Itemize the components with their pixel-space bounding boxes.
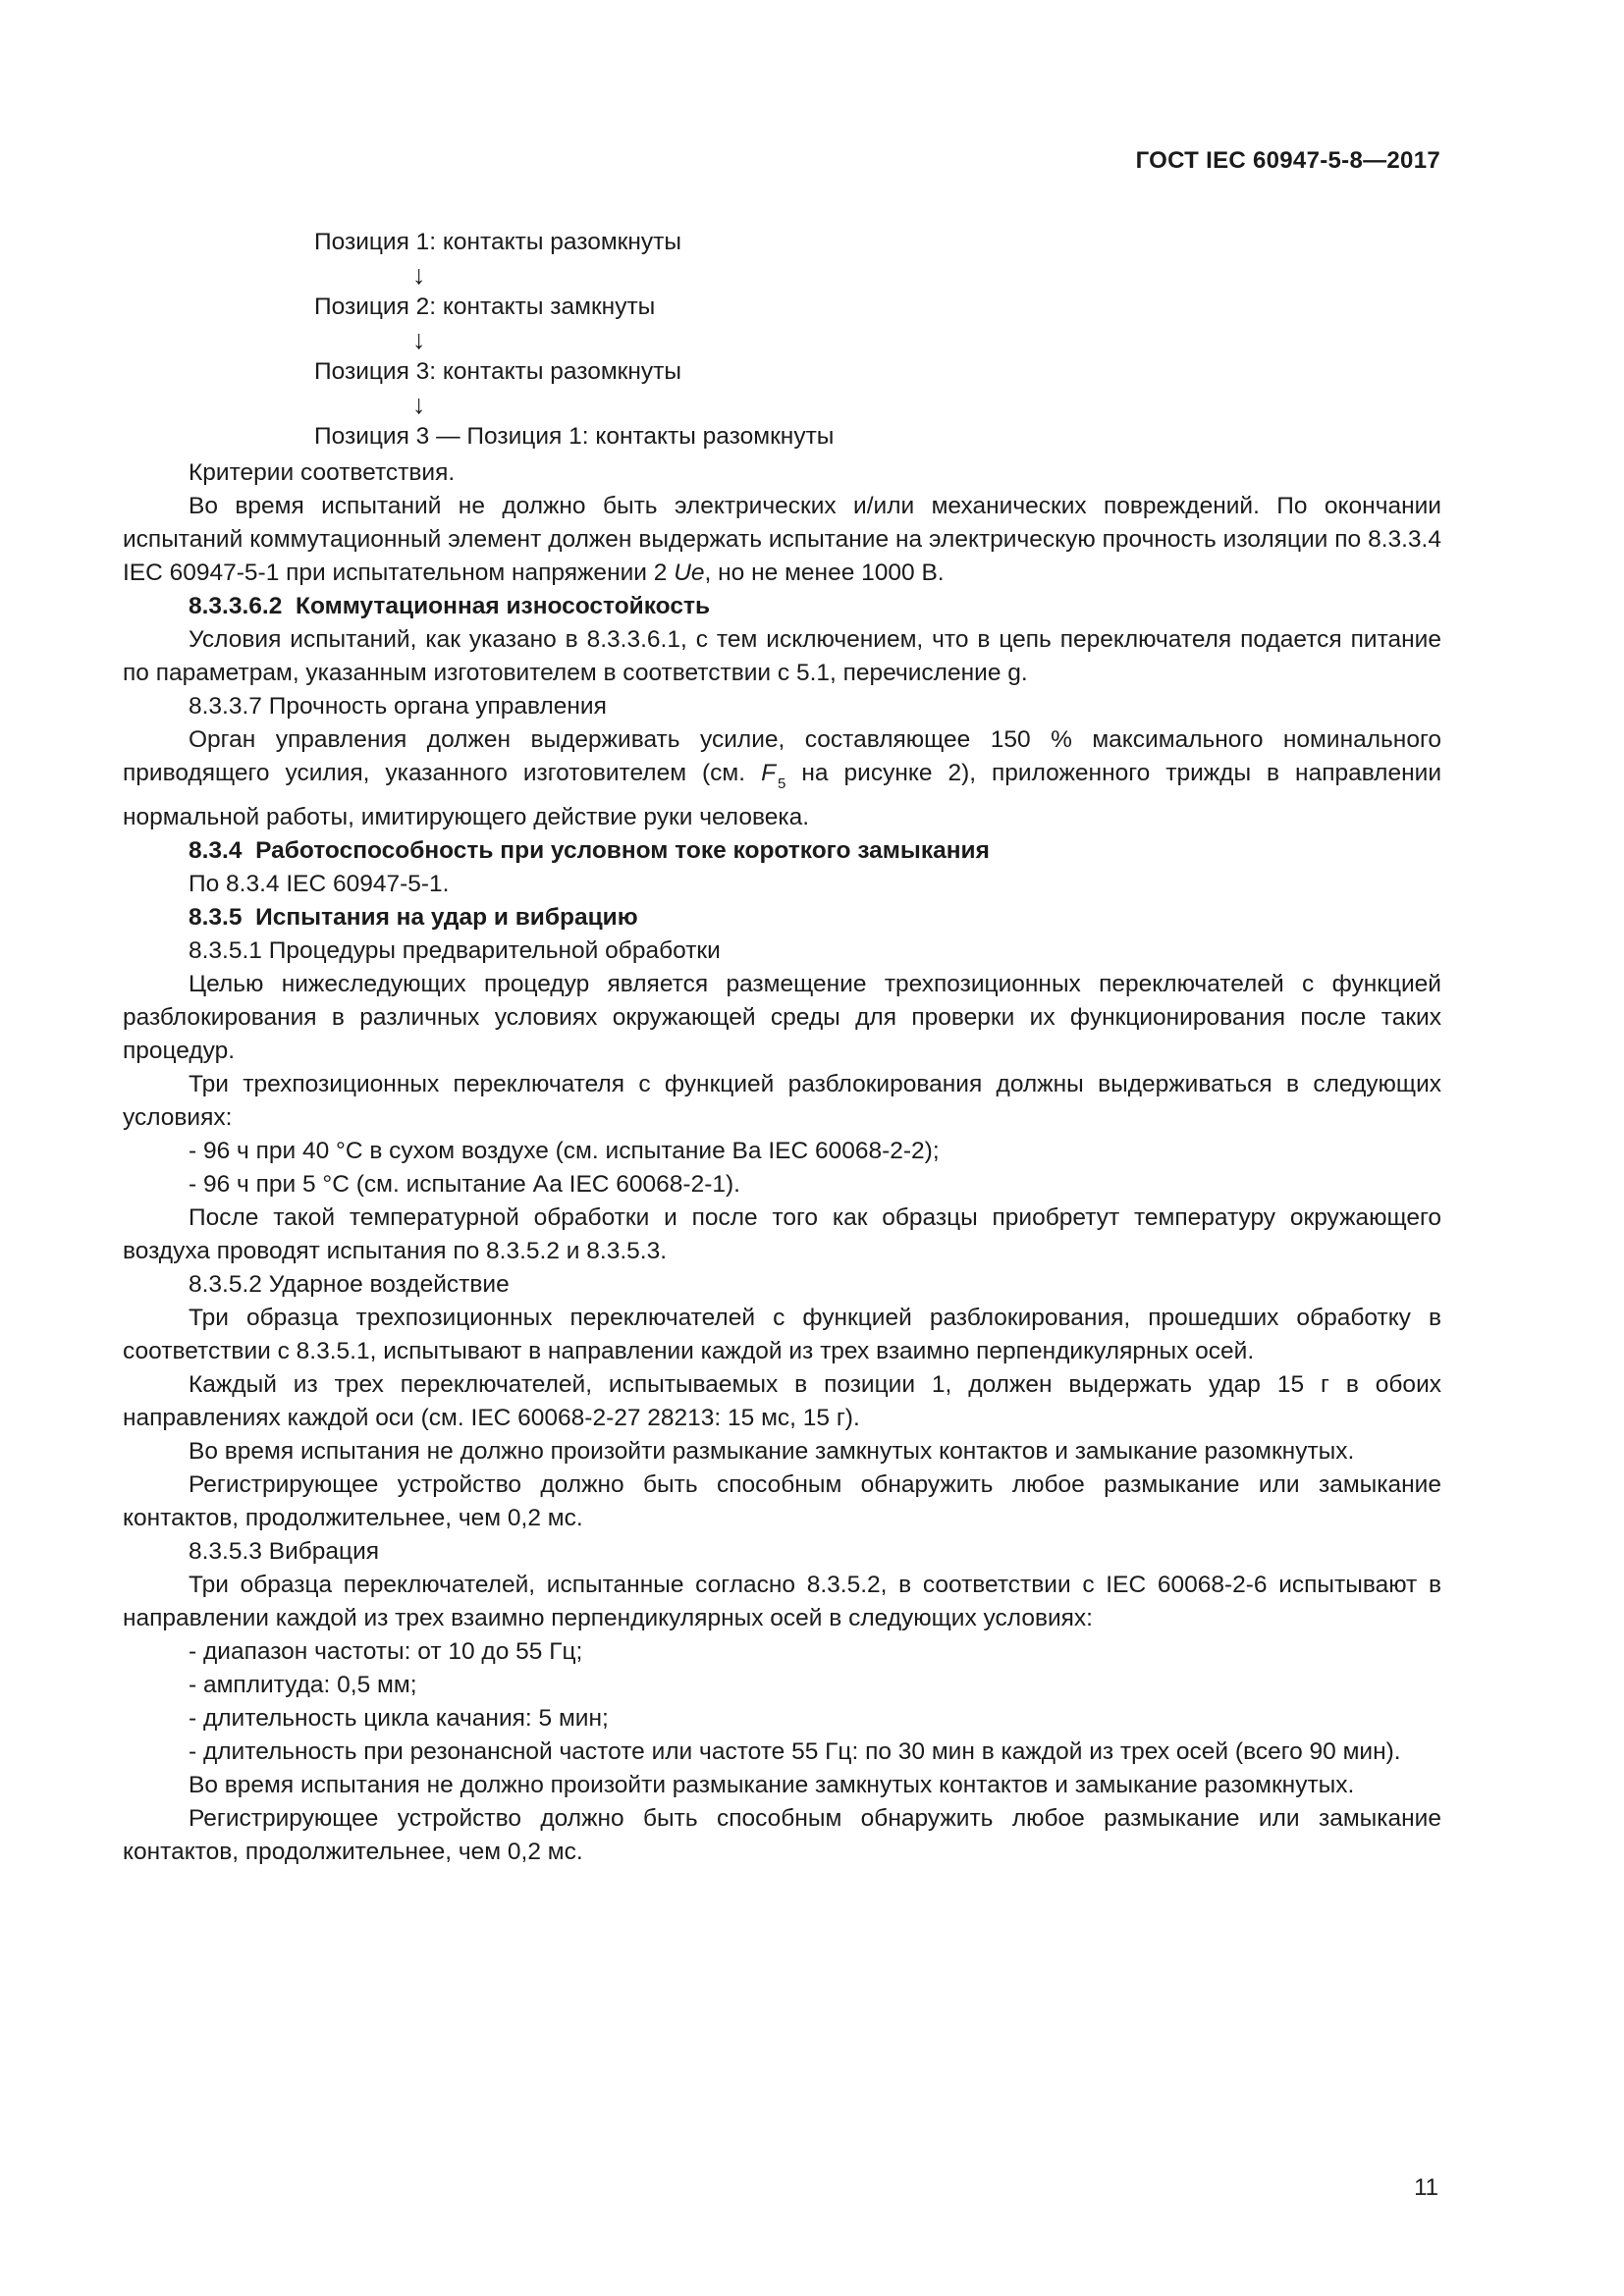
section-8-3-5-3-paragraph-3: Регистрирующее устройство должно быть способным обнаружить любое размыкание или замыкание контактов, продолжительнее, чем 0,2 мс. bbox=[123, 1805, 1441, 1865]
section-8-3-3-7-heading: 8.3.3.7 Прочность органа управления bbox=[189, 693, 607, 720]
section-8-3-4-heading: 8.3.4 Работоспособность при условном токе короткого замыкания bbox=[189, 837, 990, 864]
section-8-3-5-3-heading: 8.3.5.3 Вибрация bbox=[189, 1538, 380, 1565]
section-8-3-5-3-paragraph-1: Три образца переключателей, испытанные согласно 8.3.5.2, в соответствии с IEC 60068-2-6 испытывают в направлении каждой из трех взаимно перпендикулярных осей в следующих условиях: bbox=[123, 1572, 1441, 1631]
section-8-3-5-2-paragraph-2: Каждый из трех переключателей, испытываемых в позиции 1, должен выдержать удар 15 г в обоих направлениях каждой оси (см. IEC 60068-2-27 28213: 15 мс, 15 г). bbox=[123, 1371, 1441, 1431]
list-item: - амплитуда: 0,5 мм; bbox=[189, 1672, 417, 1698]
section-8-3-5-heading: 8.3.5 Испытания на удар и вибрацию bbox=[189, 904, 638, 931]
section-8-3-3-6-2-text: Условия испытаний, как указано в 8.3.3.6.1, с тем исключением, что в цепь переключателя подается питание по параметрам, указанным изготовителем в соответствии с 5.1, перечисление g. bbox=[123, 626, 1441, 686]
section-8-3-3-7-text: Орган управления должен выдерживать усилие, составляющее 150 % максимального номинального приводящего усилия, указанного изготовителем (см. F $_5$ на рисунке 2), приложенного трижды в направлении нормальной работы, имитирующего действие руки человека. bbox=[123, 726, 1442, 830]
criteria-paragraph: Во время испытаний не должно быть электрических и/или механических повреждений. По окончании испытаний коммутационный элемент должен выдержать испытание на электрическую прочность изоляции по 8.3.3.4 IEC 60947-5-1 при испытательном напряжении 2 Ue, но не менее 1000 В. bbox=[123, 493, 1441, 586]
section-8-3-5-3-paragraph-2: Во время испытания не должно произойти размыкание замкнутых контактов и замыкание разомкнутых. bbox=[189, 1772, 1355, 1798]
section-8-3-5-1-paragraph-2: Три трехпозиционных переключателя с функцией разблокирования должны выдерживаться в следующих условиях: bbox=[123, 1071, 1441, 1131]
list-item: - длительность при резонансной частоте или частоте 55 Гц: по 30 мин в каждой из трех осей (всего 90 мин). bbox=[189, 1738, 1401, 1765]
section-8-3-5-1-heading: 8.3.5.1 Процедуры предварительной обработки bbox=[189, 937, 721, 964]
section-8-3-3-6-2-heading: 8.3.3.6.2 Коммутационная износостойкость bbox=[189, 593, 711, 619]
sequence-position-1: Позиция 1: контакты разомкнуты bbox=[314, 229, 681, 255]
document-body bbox=[123, 456, 1441, 1869]
list-item: - 96 ч при 5 °С (см. испытание Аа IEC 60068-2-1). bbox=[189, 1171, 740, 1198]
section-8-3-5-1-paragraph-3: После такой температурной обработки и после того как образцы приобретут температуру окружающего воздуха проводят испытания по 8.3.5.2 и 8.3.5.3. bbox=[123, 1204, 1441, 1264]
position-sequence bbox=[314, 226, 1198, 454]
section-8-3-5-2-paragraph-3: Во время испытания не должно произойти размыкание замкнутых контактов и замыкание разомкнутых. bbox=[189, 1438, 1355, 1465]
section-8-3-5-2-paragraph-4: Регистрирующее устройство должно быть способным обнаружить любое размыкание или замыкание контактов, продолжительнее, чем 0,2 мс. bbox=[123, 1471, 1441, 1531]
list-item: - 96 ч при 40 °С в сухом воздухе (см. испытание Ва IEC 60068-2-2); bbox=[189, 1138, 940, 1164]
criteria-label: Критерии соответствия. bbox=[189, 459, 456, 486]
sequence-position-2: Позиция 2: контакты замкнуты bbox=[314, 294, 656, 320]
page-number: 11 bbox=[1414, 2174, 1438, 2201]
section-8-3-5-2-heading: 8.3.5.2 Ударное воздействие bbox=[189, 1271, 510, 1298]
section-8-3-5-1-paragraph-1: Целью нижеследующих процедур является размещение трехпозиционных переключателей с функцией разблокирования в различных условиях окружающей среды для проверки их функционирования после таких процедур. bbox=[123, 971, 1441, 1064]
list-item: - длительность цикла качания: 5 мин; bbox=[189, 1705, 609, 1732]
section-8-3-5-2-paragraph-1: Три образца трехпозиционных переключателей с функцией разблокирования, прошедших обработку в соответствии с 8.3.5.1, испытывают в направлении каждой из трех взаимно перпендикулярных осей. bbox=[123, 1305, 1441, 1364]
section-8-3-4-text: По 8.3.4 IEC 60947-5-1. bbox=[189, 871, 450, 897]
down-arrow-icon: ↓ bbox=[412, 390, 426, 419]
document-header: ГОСТ IEC 60947-5-8—2017 bbox=[1135, 147, 1440, 174]
sequence-position-3: Позиция 3: контакты разомкнуты bbox=[314, 358, 681, 385]
down-arrow-icon: ↓ bbox=[412, 260, 426, 290]
sequence-position-4: Позиция 3 — Позиция 1: контакты разомкнуты bbox=[314, 423, 835, 450]
list-item: - диапазон частоты: от 10 до 55 Гц; bbox=[189, 1638, 583, 1665]
down-arrow-icon: ↓ bbox=[412, 325, 426, 354]
